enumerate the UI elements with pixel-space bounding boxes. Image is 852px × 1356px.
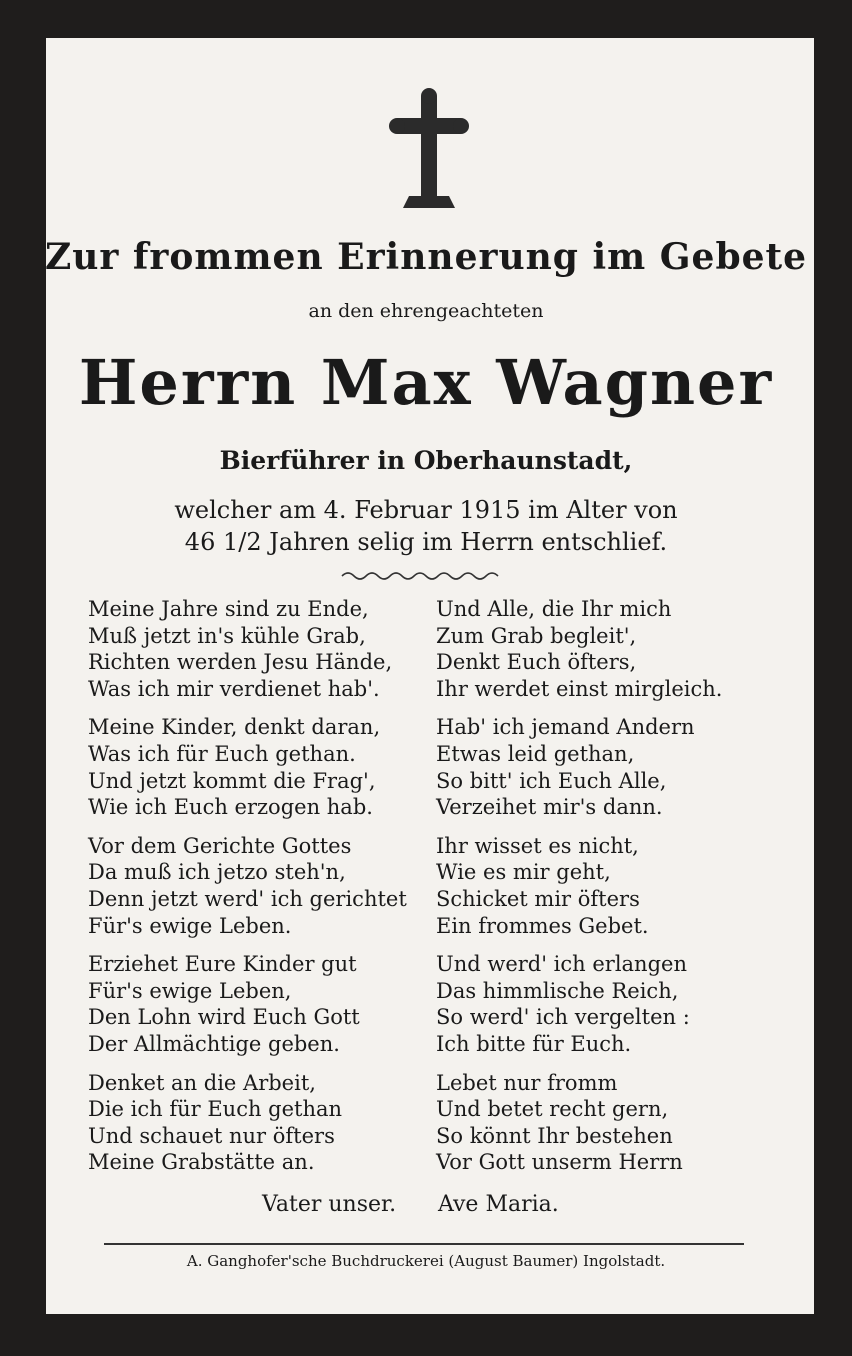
verse-line: Etwas leid gethan,	[436, 741, 635, 766]
verse-line: Was ich mir verdienet hab'.	[88, 676, 380, 701]
verse-line: Für's ewige Leben.	[88, 913, 292, 938]
stanza	[88, 596, 768, 702]
verse-line: Die ich für Euch gethan	[88, 1097, 343, 1122]
verse-line: Der Allmächtige geben.	[88, 1031, 340, 1056]
verse-line: Ein frommes Gebet.	[436, 913, 649, 938]
stanza	[88, 1070, 768, 1176]
verse-line: Und betet recht gern,	[436, 1097, 669, 1122]
verse-line: Meine Jahre sind zu Ende,	[88, 597, 369, 621]
stanza-left-column	[88, 714, 436, 820]
stanza-left-column	[88, 833, 436, 939]
verse-line: Und schauet nur öfters	[88, 1123, 335, 1148]
verse-line: Wie ich Euch erzogen hab.	[88, 795, 373, 820]
stanza-right-column	[436, 596, 768, 702]
stanza	[88, 951, 768, 1057]
stanza-right-column	[436, 951, 768, 1057]
verse-line: Ich bitte für Euch.	[436, 1031, 632, 1056]
stanza-left-column	[88, 951, 436, 1057]
stanza-right-column	[436, 714, 768, 820]
verse-line: Denkt Euch öfters,	[436, 650, 637, 675]
verse-line: Das himmlische Reich,	[436, 978, 679, 1003]
stanza	[88, 833, 768, 939]
verse-line: Denket an die Arbeit,	[88, 1070, 316, 1095]
verse-line: So werd' ich vergelten :	[436, 1005, 690, 1030]
verse-line: Vor dem Gerichte Gottes	[88, 833, 352, 858]
verse-line: Da muß ich jetzo steh'n,	[88, 860, 346, 885]
verse-line: Schicket mir öfters	[436, 886, 640, 911]
verse-line: Lebet nur fromm	[436, 1070, 618, 1095]
stanza	[88, 714, 768, 820]
verse-line: Und jetzt kommt die Frag',	[88, 768, 376, 793]
verse-line: Und werd' ich erlangen	[436, 952, 687, 977]
heading: Zur frommen Erinnerung im Gebete	[44, 236, 808, 278]
verses	[88, 596, 768, 1188]
verse-line: Vor Gott unserm Herrn	[436, 1150, 683, 1175]
verse-line: Richten werden Jesu Hände,	[88, 650, 393, 675]
verse-line: Verzeihet mir's dann.	[436, 795, 663, 820]
verse-line: Muß jetzt in's kühle Grab,	[88, 623, 366, 648]
prayer-hail-mary: Ave Maria.	[438, 1192, 559, 1217]
wave-ornament	[340, 568, 500, 584]
printer-credit: A. Ganghofer'sche Buchdruckerei (August Baumer) Ingolstadt.	[186, 1252, 666, 1270]
deceased-name: Herrn Max Wagner	[78, 346, 774, 419]
stanza-left-column	[88, 1070, 436, 1176]
verse-line: Was ich für Euch gethan.	[88, 741, 356, 766]
verse-line: Und Alle, die Ihr mich	[436, 597, 672, 621]
verse-line: So bitt' ich Euch Alle,	[436, 768, 667, 793]
verse-line: Ihr wisset es nicht,	[436, 833, 639, 858]
verse-line: Ihr werdet einst mirgleich.	[436, 676, 723, 701]
verse-line: Meine Grabstätte an.	[88, 1150, 315, 1175]
occupation: Bierführer in Oberhaunstadt,	[219, 446, 633, 475]
death-line-1: welcher am 4. Februar 1915 im Alter von	[174, 496, 678, 524]
verse-line: Erziehet Eure Kinder gut	[88, 952, 357, 977]
verse-line: Wie es mir geht,	[436, 860, 611, 885]
prayer-our-father: Vater unser.	[262, 1192, 397, 1217]
verse-line: Zum Grab begleit',	[436, 623, 637, 648]
death-line-2: 46 1/2 Jahren selig im Herrn entschlief.	[184, 528, 668, 556]
stanza-right-column	[436, 833, 768, 939]
cross-icon	[389, 88, 469, 212]
verse-line: Denn jetzt werd' ich gerichtet	[88, 886, 407, 911]
divider	[104, 1243, 744, 1245]
verse-line: Hab' ich jemand Andern	[436, 715, 695, 740]
subheading: an den ehrengeachteten	[308, 300, 544, 322]
verse-line: Den Lohn wird Euch Gott	[88, 1005, 360, 1030]
verse-line: Meine Kinder, denkt daran,	[88, 715, 381, 740]
stanza-left-column	[88, 596, 436, 702]
verse-line: So könnt Ihr bestehen	[436, 1123, 673, 1148]
stanza-right-column	[436, 1070, 768, 1176]
verse-line: Für's ewige Leben,	[88, 978, 292, 1003]
